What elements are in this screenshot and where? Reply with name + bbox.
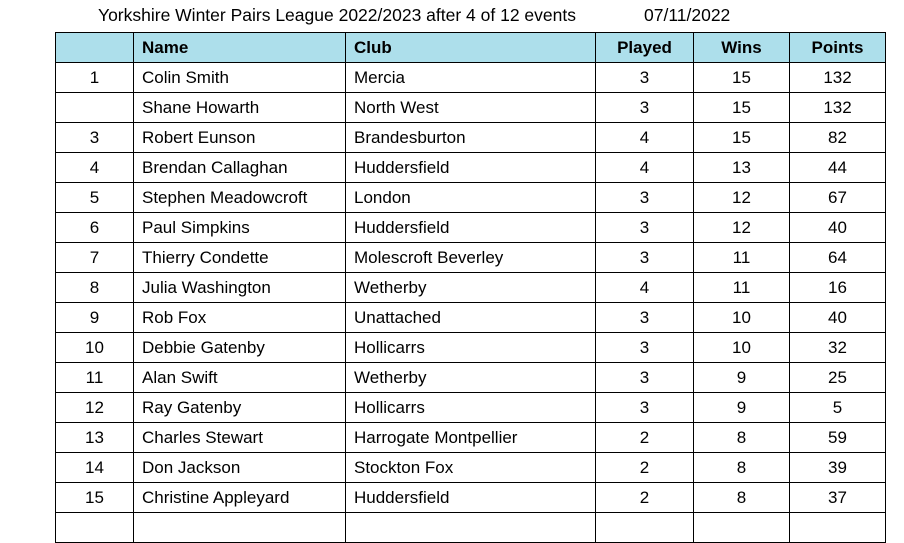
cell-points: 16	[790, 273, 886, 303]
cell-played: 3	[596, 93, 694, 123]
cell-points: 40	[790, 303, 886, 333]
cell-name: Christine Appleyard	[134, 483, 346, 513]
cell-points: 67	[790, 183, 886, 213]
cell-name: Charles Stewart	[134, 423, 346, 453]
cell-wins: 9	[694, 393, 790, 423]
cell-played: 3	[596, 333, 694, 363]
column-header-points: Points	[790, 33, 886, 63]
report-date: 07/11/2022	[644, 5, 731, 25]
cell-club	[346, 513, 596, 543]
cell-club: Molescroft Beverley	[346, 243, 596, 273]
cell-club: London	[346, 183, 596, 213]
cell-played: 3	[596, 183, 694, 213]
column-header-rank	[56, 33, 134, 63]
cell-wins: 15	[694, 123, 790, 153]
cell-played: 4	[596, 123, 694, 153]
cell-wins: 10	[694, 303, 790, 333]
cell-club: Brandesburton	[346, 123, 596, 153]
cell-rank: 11	[56, 363, 134, 393]
cell-wins: 12	[694, 183, 790, 213]
cell-wins: 11	[694, 273, 790, 303]
cell-points: 44	[790, 153, 886, 183]
table-row	[56, 123, 886, 153]
cell-wins: 10	[694, 333, 790, 363]
cell-club: Wetherby	[346, 273, 596, 303]
cell-name	[134, 513, 346, 543]
cell-points: 5	[790, 393, 886, 423]
cell-played: 2	[596, 453, 694, 483]
cell-name: Don Jackson	[134, 453, 346, 483]
cell-rank	[56, 93, 134, 123]
table-row	[56, 423, 886, 453]
cell-name: Paul Simpkins	[134, 213, 346, 243]
cell-wins: 15	[694, 93, 790, 123]
cell-name: Rob Fox	[134, 303, 346, 333]
cell-rank: 1	[56, 63, 134, 93]
cell-name: Ray Gatenby	[134, 393, 346, 423]
table-row-partial	[56, 513, 886, 543]
column-header-wins: Wins	[694, 33, 790, 63]
cell-wins: 12	[694, 213, 790, 243]
cell-played: 3	[596, 213, 694, 243]
cell-rank: 3	[56, 123, 134, 153]
cell-name: Julia Washington	[134, 273, 346, 303]
cell-points	[790, 513, 886, 543]
cell-club: Stockton Fox	[346, 453, 596, 483]
cell-name: Colin Smith	[134, 63, 346, 93]
cell-points: 59	[790, 423, 886, 453]
cell-club: Huddersfield	[346, 483, 596, 513]
table-row	[56, 303, 886, 333]
cell-wins: 15	[694, 63, 790, 93]
cell-rank: 14	[56, 453, 134, 483]
cell-played: 2	[596, 483, 694, 513]
cell-rank: 5	[56, 183, 134, 213]
cell-wins	[694, 513, 790, 543]
cell-played: 2	[596, 423, 694, 453]
table-header	[56, 33, 886, 63]
cell-played: 4	[596, 153, 694, 183]
table-row	[56, 393, 886, 423]
page-title: Yorkshire Winter Pairs League 2022/2023 after 4 of 12 events	[98, 5, 576, 25]
cell-wins: 8	[694, 453, 790, 483]
cell-name: Stephen Meadowcroft	[134, 183, 346, 213]
table-row	[56, 273, 886, 303]
cell-wins: 11	[694, 243, 790, 273]
cell-club: Wetherby	[346, 363, 596, 393]
cell-club: Unattached	[346, 303, 596, 333]
cell-club: Hollicarrs	[346, 393, 596, 423]
cell-rank: 8	[56, 273, 134, 303]
standings-table	[55, 32, 886, 543]
cell-name: Alan Swift	[134, 363, 346, 393]
cell-name: Brendan Callaghan	[134, 153, 346, 183]
cell-club: Hollicarrs	[346, 333, 596, 363]
table-row	[56, 63, 886, 93]
table-row	[56, 153, 886, 183]
cell-played: 3	[596, 243, 694, 273]
cell-points: 40	[790, 213, 886, 243]
cell-rank: 4	[56, 153, 134, 183]
cell-wins: 8	[694, 483, 790, 513]
cell-points: 82	[790, 123, 886, 153]
cell-played: 3	[596, 303, 694, 333]
cell-points: 132	[790, 93, 886, 123]
cell-rank: 10	[56, 333, 134, 363]
cell-played: 3	[596, 393, 694, 423]
cell-wins: 8	[694, 423, 790, 453]
cell-rank: 6	[56, 213, 134, 243]
document-header	[0, 0, 904, 32]
cell-rank: 15	[56, 483, 134, 513]
table-row	[56, 243, 886, 273]
cell-wins: 13	[694, 153, 790, 183]
cell-name: Robert Eunson	[134, 123, 346, 153]
cell-rank: 9	[56, 303, 134, 333]
cell-name: Thierry Condette	[134, 243, 346, 273]
cell-rank: 13	[56, 423, 134, 453]
cell-club: Mercia	[346, 63, 596, 93]
cell-points: 25	[790, 363, 886, 393]
cell-points: 37	[790, 483, 886, 513]
table-header-row	[56, 33, 886, 63]
cell-played: 4	[596, 273, 694, 303]
cell-rank: 12	[56, 393, 134, 423]
table-row	[56, 453, 886, 483]
column-header-name: Name	[134, 33, 346, 63]
cell-rank: 7	[56, 243, 134, 273]
cell-club: Huddersfield	[346, 213, 596, 243]
table-row	[56, 333, 886, 363]
cell-club: Harrogate Montpellier	[346, 423, 596, 453]
table-row	[56, 483, 886, 513]
cell-rank	[56, 513, 134, 543]
cell-points: 39	[790, 453, 886, 483]
cell-played: 3	[596, 63, 694, 93]
cell-points: 32	[790, 333, 886, 363]
column-header-played: Played	[596, 33, 694, 63]
table-row	[56, 93, 886, 123]
cell-club: North West	[346, 93, 596, 123]
cell-wins: 9	[694, 363, 790, 393]
table-body	[56, 63, 886, 543]
cell-name: Shane Howarth	[134, 93, 346, 123]
cell-points: 64	[790, 243, 886, 273]
table-row	[56, 183, 886, 213]
table-row	[56, 363, 886, 393]
cell-played	[596, 513, 694, 543]
cell-played: 3	[596, 363, 694, 393]
column-header-club: Club	[346, 33, 596, 63]
table-row	[56, 213, 886, 243]
cell-name: Debbie Gatenby	[134, 333, 346, 363]
cell-points: 132	[790, 63, 886, 93]
cell-club: Huddersfield	[346, 153, 596, 183]
